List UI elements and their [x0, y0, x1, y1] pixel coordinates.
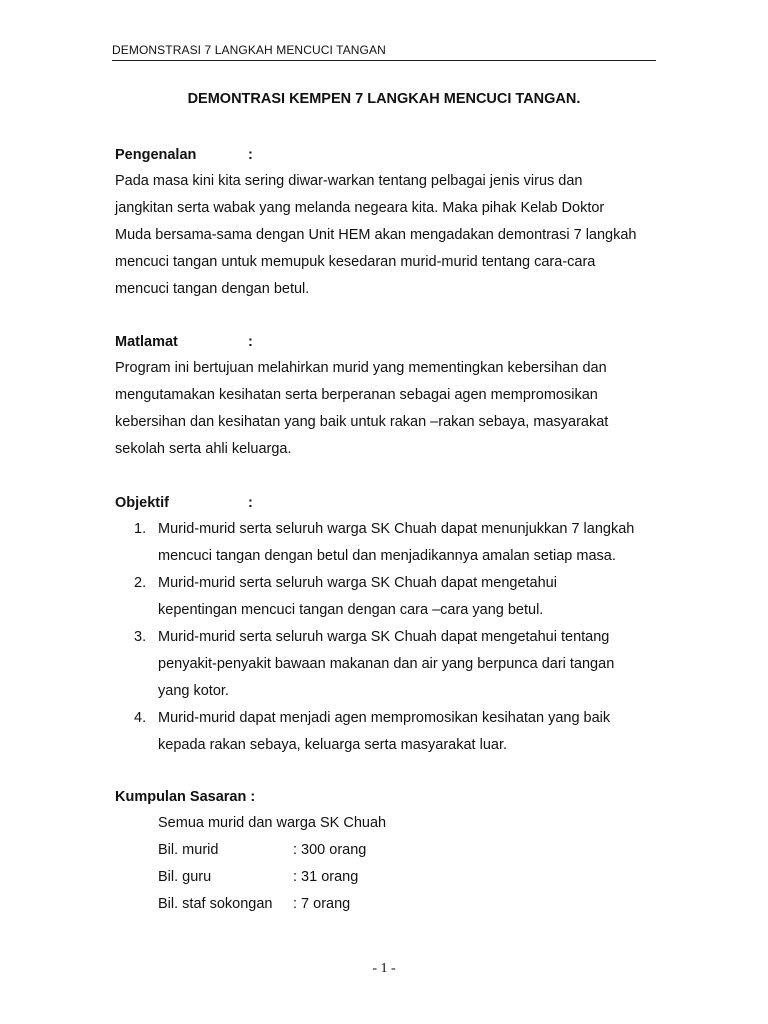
pengenalan-paragraph	[115, 168, 645, 303]
list-number: 2.	[134, 575, 147, 591]
kumpulan-sasaran-block	[158, 810, 386, 918]
matlamat-paragraph	[115, 355, 645, 463]
section-heading-objektif	[115, 495, 253, 511]
target-intro: Semua murid dan warga SK Chuah	[158, 815, 387, 831]
document-title: DEMONTRASI KEMPEN 7 LANGKAH MENCUCI TANGAN.	[187, 91, 581, 107]
paragraph-line: mencuci tangan dengan betul.	[115, 281, 310, 297]
heading-label: Objektif	[115, 495, 169, 511]
list-number: 4.	[134, 710, 147, 726]
running-header: DEMONSTRASI 7 LANGKAH MENCUCI TANGAN	[112, 43, 656, 61]
list-item	[115, 570, 655, 624]
list-item	[115, 705, 655, 759]
list-line: yang kotor.	[158, 683, 229, 699]
paragraph-line: mencuci tangan untuk memupuk kesedaran murid-murid tentang cara-cara	[115, 254, 596, 270]
list-item	[115, 516, 655, 570]
list-line: penyakit-penyakit bawaan makanan dan air yang berpunca dari tangan	[158, 656, 615, 672]
target-label: Bil. staf sokongan	[158, 896, 273, 912]
paragraph-line: sekolah serta ahli keluarga.	[115, 441, 292, 457]
target-value: : 7 orang	[293, 896, 351, 912]
section-heading-kumpulan-sasaran	[115, 789, 255, 805]
heading-colon: :	[248, 495, 253, 511]
target-value: : 31 orang	[293, 869, 359, 885]
target-value: : 300 orang	[293, 842, 367, 858]
paragraph-line: mengutamakan kesihatan serta berperanan sebagai agen mempromosikan	[115, 387, 598, 403]
heading-label: Pengenalan	[115, 147, 197, 163]
paragraph-line: Pada masa kini kita sering diwar-warkan tentang pelbagai jenis virus dan	[115, 173, 583, 189]
page-number: - 1 -	[372, 961, 396, 976]
heading-colon: :	[248, 334, 253, 350]
objektif-list	[115, 516, 655, 759]
list-item	[115, 624, 655, 705]
target-row-staf	[158, 891, 386, 918]
section-heading-pengenalan	[115, 147, 253, 163]
list-line: Murid-murid serta seluruh warga SK Chuah dapat mengetahui tentang	[158, 629, 610, 645]
list-line: kepada rakan sebaya, keluarga serta masyarakat luar.	[158, 737, 508, 753]
list-line: mencuci tangan dengan betul dan menjadikannya amalan setiap masa.	[158, 548, 616, 564]
paragraph-line: Muda bersama-sama dengan Unit HEM akan mengadakan demontrasi 7 langkah	[115, 227, 637, 243]
list-line: kepentingan mencuci tangan dengan cara –cara yang betul.	[158, 602, 544, 618]
target-label: Bil. murid	[158, 842, 219, 858]
heading-colon: :	[248, 147, 253, 163]
heading-label: Matlamat	[115, 334, 178, 350]
paragraph-line: kebersihan dan kesihatan yang baik untuk rakan –rakan sebaya, masyarakat	[115, 414, 609, 430]
paragraph-line: jangkitan serta wabak yang melanda negeara kita. Maka pihak Kelab Doktor	[115, 200, 605, 216]
list-line: Murid-murid dapat menjadi agen mempromosikan kesihatan yang baik	[158, 710, 611, 726]
paragraph-line: Program ini bertujuan melahirkan murid yang mementingkan kebersihan dan	[115, 360, 607, 376]
section-heading-matlamat	[115, 334, 253, 350]
heading-label: Kumpulan Sasaran :	[115, 789, 256, 805]
target-row-guru	[158, 864, 386, 891]
list-line: Murid-murid serta seluruh warga SK Chuah dapat mengetahui	[158, 575, 557, 591]
target-row-murid	[158, 837, 386, 864]
target-label: Bil. guru	[158, 869, 212, 885]
list-number: 1.	[134, 521, 147, 537]
list-number: 3.	[134, 629, 147, 645]
list-line: Murid-murid serta seluruh warga SK Chuah dapat menunjukkan 7 langkah	[158, 521, 635, 537]
